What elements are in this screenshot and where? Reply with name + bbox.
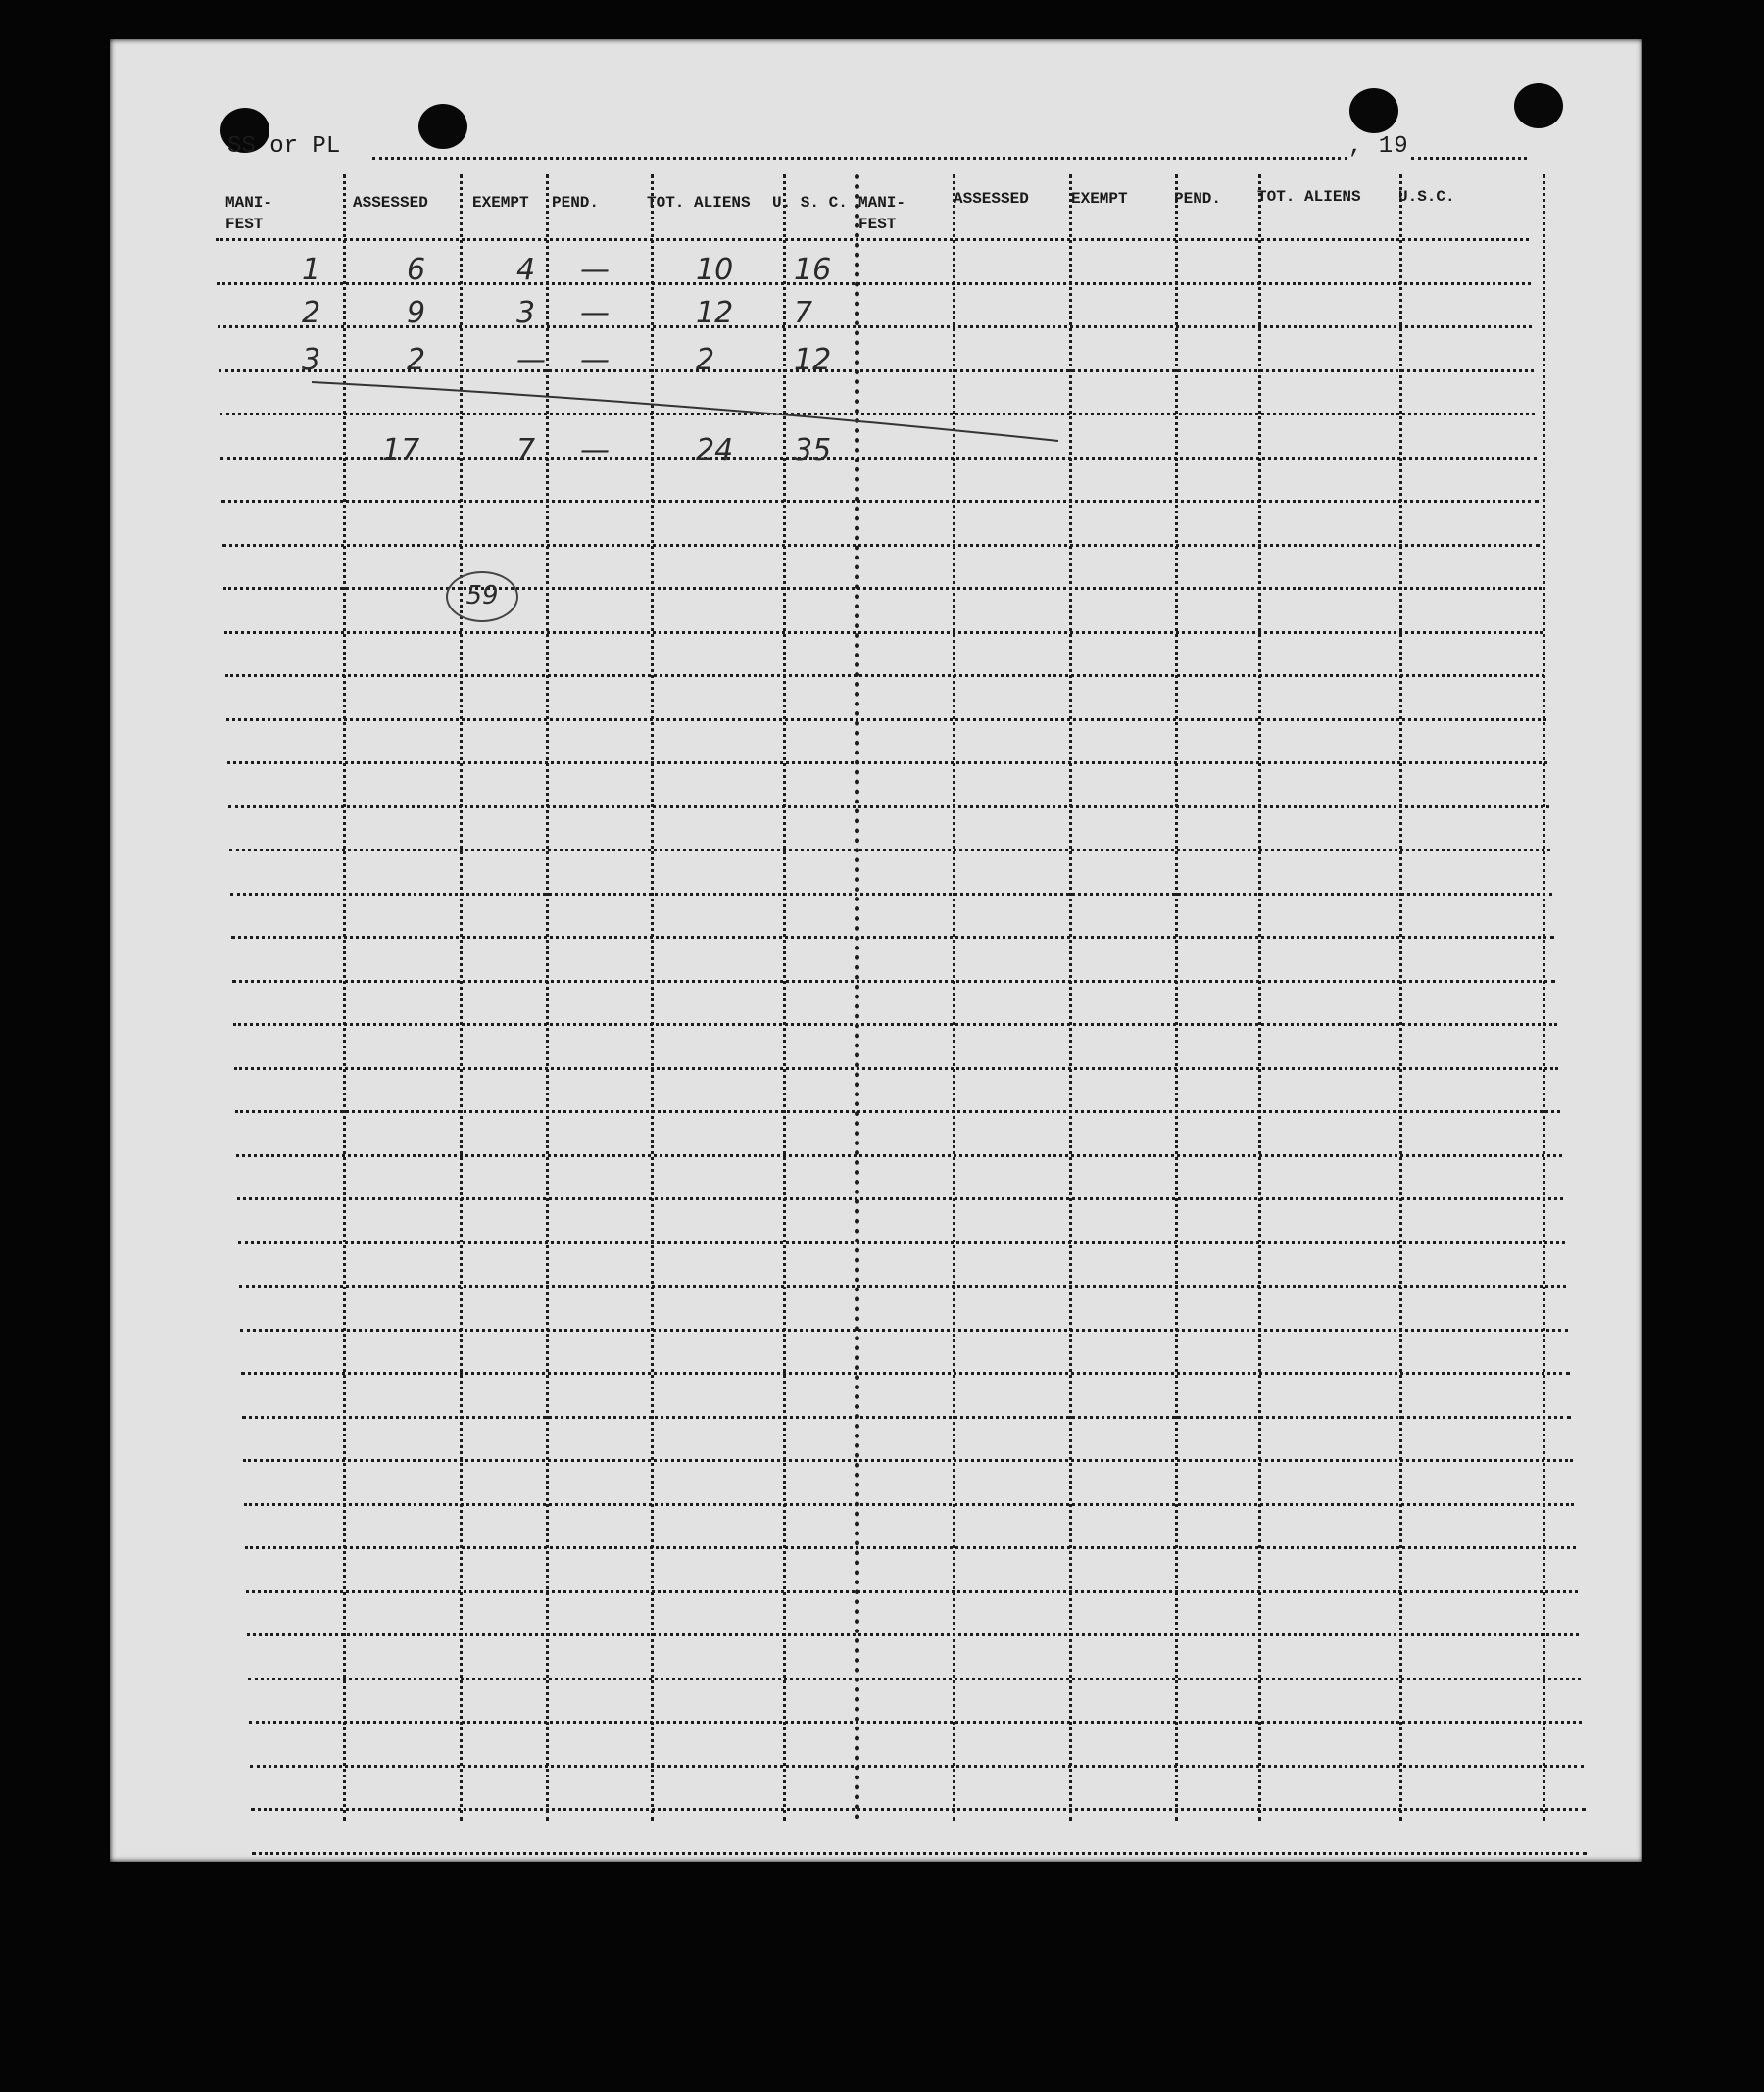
entry-tot_aliens: 10 bbox=[696, 253, 734, 287]
col-assessed-right: ASSESSED bbox=[954, 190, 1029, 208]
entry-usc: 7 bbox=[794, 296, 813, 330]
col-tot-aliens-left: TOT. ALIENS bbox=[647, 194, 751, 212]
col-tot-aliens-right: TOT. ALIENS bbox=[1257, 188, 1361, 206]
entry-exempt: — bbox=[516, 343, 546, 377]
entry-manifest: 2 bbox=[302, 296, 321, 330]
col-assessed-left: ASSESSED bbox=[353, 194, 428, 212]
year-label: , 19 bbox=[1348, 133, 1409, 160]
entry-pend: — bbox=[580, 343, 610, 377]
total-assessed: 17 bbox=[382, 433, 420, 467]
circled-note: 59 bbox=[446, 571, 518, 622]
col-usc-right: U.S.C. bbox=[1398, 188, 1455, 206]
entry-assessed: 9 bbox=[407, 296, 426, 330]
total-pend: — bbox=[580, 433, 610, 467]
entry-manifest: 3 bbox=[302, 343, 321, 377]
entry-assessed: 2 bbox=[407, 343, 426, 377]
entry-tot_aliens: 12 bbox=[696, 296, 734, 330]
col-pend-right: PEND. bbox=[1174, 190, 1222, 208]
col-exempt-left: EXEMPT bbox=[472, 194, 529, 212]
col-manifest-right: MANI- FEST bbox=[858, 194, 906, 233]
col-manifest-left: MANI- FEST bbox=[225, 194, 273, 233]
col-usc-left: U. S. C. bbox=[772, 194, 848, 212]
entry-exempt: 3 bbox=[516, 296, 536, 330]
entry-assessed: 6 bbox=[407, 253, 426, 287]
total-usc: 35 bbox=[794, 433, 832, 467]
total-tot_aliens: 24 bbox=[696, 433, 734, 467]
entry-manifest: 1 bbox=[302, 253, 321, 287]
entry-exempt: 4 bbox=[516, 253, 536, 287]
entry-usc: 12 bbox=[794, 343, 832, 377]
entry-usc: 16 bbox=[794, 253, 832, 287]
entry-pend: — bbox=[580, 253, 610, 287]
col-exempt-right: EXEMPT bbox=[1071, 190, 1128, 208]
station-label: SS or PL bbox=[227, 133, 341, 160]
col-pend-left: PEND. bbox=[552, 194, 600, 212]
entry-pend: — bbox=[580, 296, 610, 330]
entry-tot_aliens: 2 bbox=[696, 343, 715, 377]
total-exempt: 7 bbox=[516, 433, 536, 467]
